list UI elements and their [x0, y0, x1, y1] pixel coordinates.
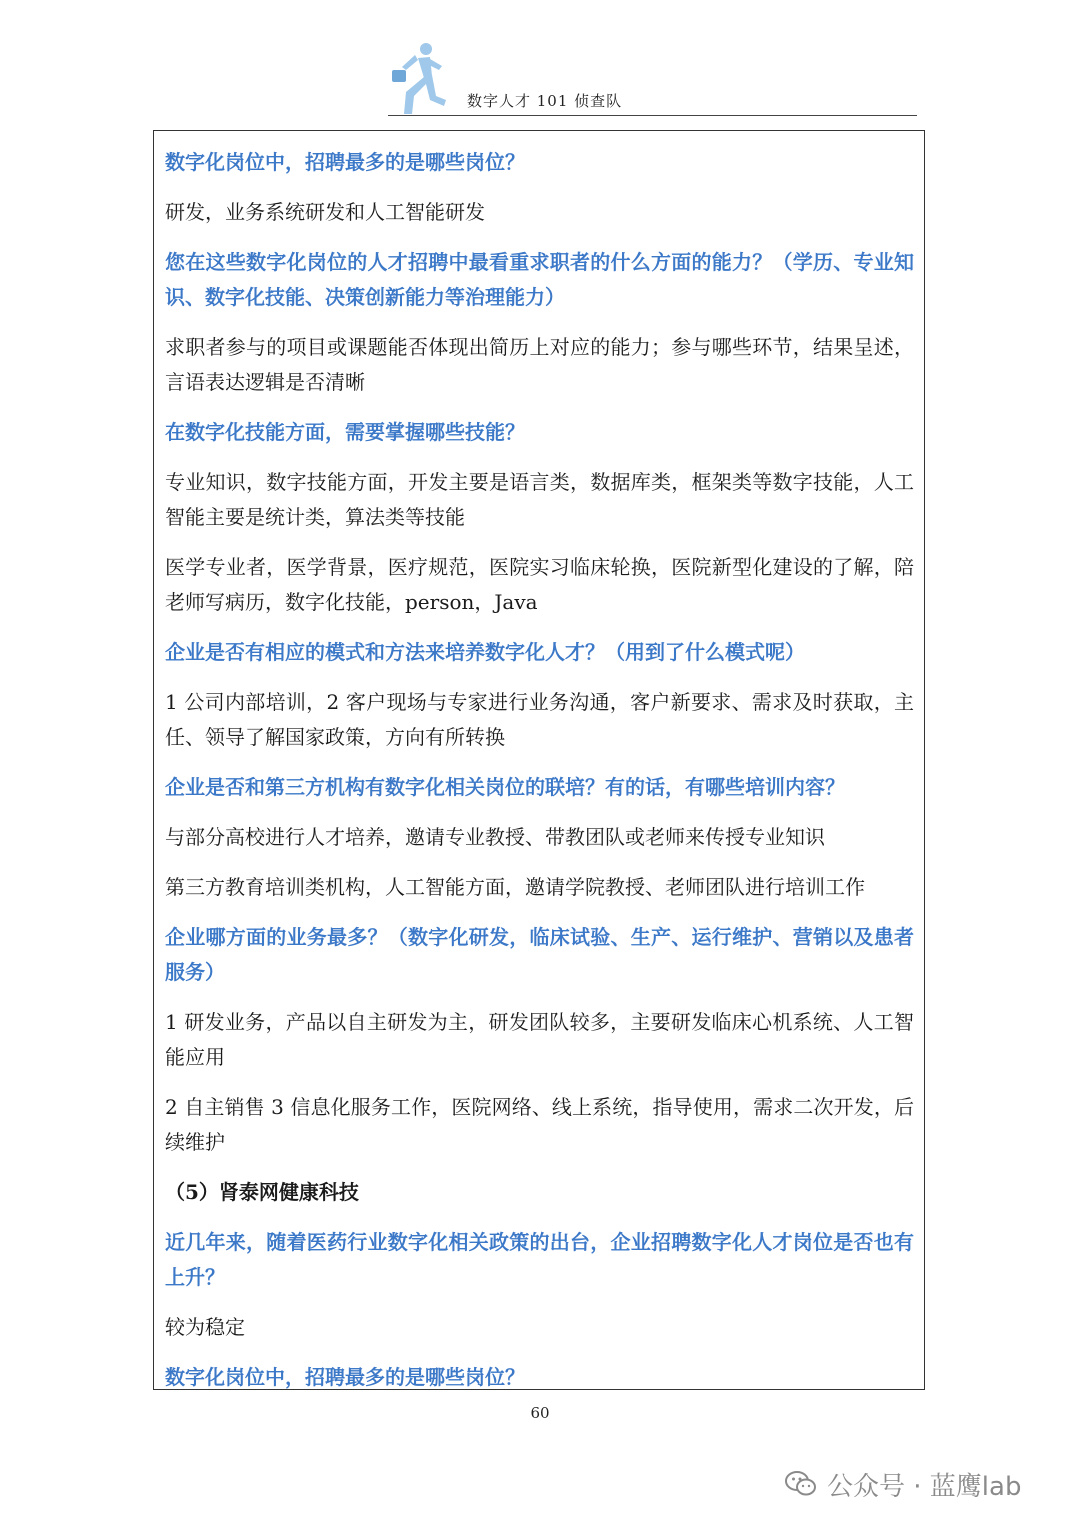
answer: 较为稳定 — [165, 1315, 245, 1339]
question: 在数字化技能方面，需要掌握哪些技能？ — [165, 420, 525, 444]
answer: 第三方教育培训类机构，人工智能方面，邀请学院教授、老师团队进行培训工作 — [165, 875, 865, 899]
answer: 1 公司内部培训，2 客户现场与专家进行业务沟通，客户新要求、需求及时获取，主任、领导了解国家政策，方向有所转换 — [165, 690, 914, 749]
answer: 与部分高校进行人才培养，邀请专业教授、带教团队或老师来传授专业知识 — [165, 825, 825, 849]
answer: 专业知识，数字技能方面，开发主要是语言类，数据库类，框架类等数字技能，人工智能主要是统计类，算法类等技能 — [165, 470, 914, 529]
section-heading: （5）肾泰网健康科技 — [165, 1180, 359, 1204]
answer: 求职者参与的项目或课题能否体现出简历上对应的能力；参与哪些环节，结果呈述，言语表达逻辑是否清晰 — [165, 335, 914, 394]
wechat-icon — [785, 1470, 817, 1498]
watermark — [785, 1464, 1021, 1504]
answer: 2 自主销售 3 信息化服务工作，医院网络、线上系统，指导使用，需求二次开发，后续维护 — [165, 1095, 914, 1154]
question: 您在这些数字化岗位的人才招聘中最看重求职者的什么方面的能力？（学历、专业知识、数字化技能、决策创新能力等治理能力） — [165, 250, 914, 309]
question: 数字化岗位中，招聘最多的是哪些岗位？ — [165, 1365, 525, 1389]
header-rule — [388, 115, 917, 116]
watermark-text: 公众号 · 蓝鹰lab — [827, 1471, 1022, 1502]
content-frame — [153, 130, 925, 1390]
question: 数字化岗位中，招聘最多的是哪些岗位？ — [165, 150, 525, 174]
page-number: 60 — [530, 1404, 550, 1422]
question: 企业是否有相应的模式和方法来培养数字化人才？（用到了什么模式呢） — [165, 640, 805, 664]
question: 近几年来，随着医药行业数字化相关政策的出台，企业招聘数字化人才岗位是否也有上升？ — [165, 1230, 914, 1289]
question: 企业哪方面的业务最多？（数字化研发，临床试验、生产、运行维护、营销以及患者服务） — [165, 925, 914, 984]
header-title: 数字人才 101 侦查队 — [467, 92, 623, 110]
answer: 研发，业务系统研发和人工智能研发 — [165, 200, 485, 224]
answer: 1 研发业务，产品以自主研发为主，研发团队较多，主要研发临床心机系统、人工智能应用 — [165, 1010, 914, 1069]
question: 企业是否和第三方机构有数字化相关岗位的联培？有的话，有哪些培训内容？ — [165, 775, 845, 799]
answer: 医学专业者，医学背景，医疗规范，医院实习临床轮换，医院新型化建设的了解，陪老师写病历，数字化技能，person，Java — [165, 555, 914, 614]
runner-logo — [388, 40, 448, 116]
